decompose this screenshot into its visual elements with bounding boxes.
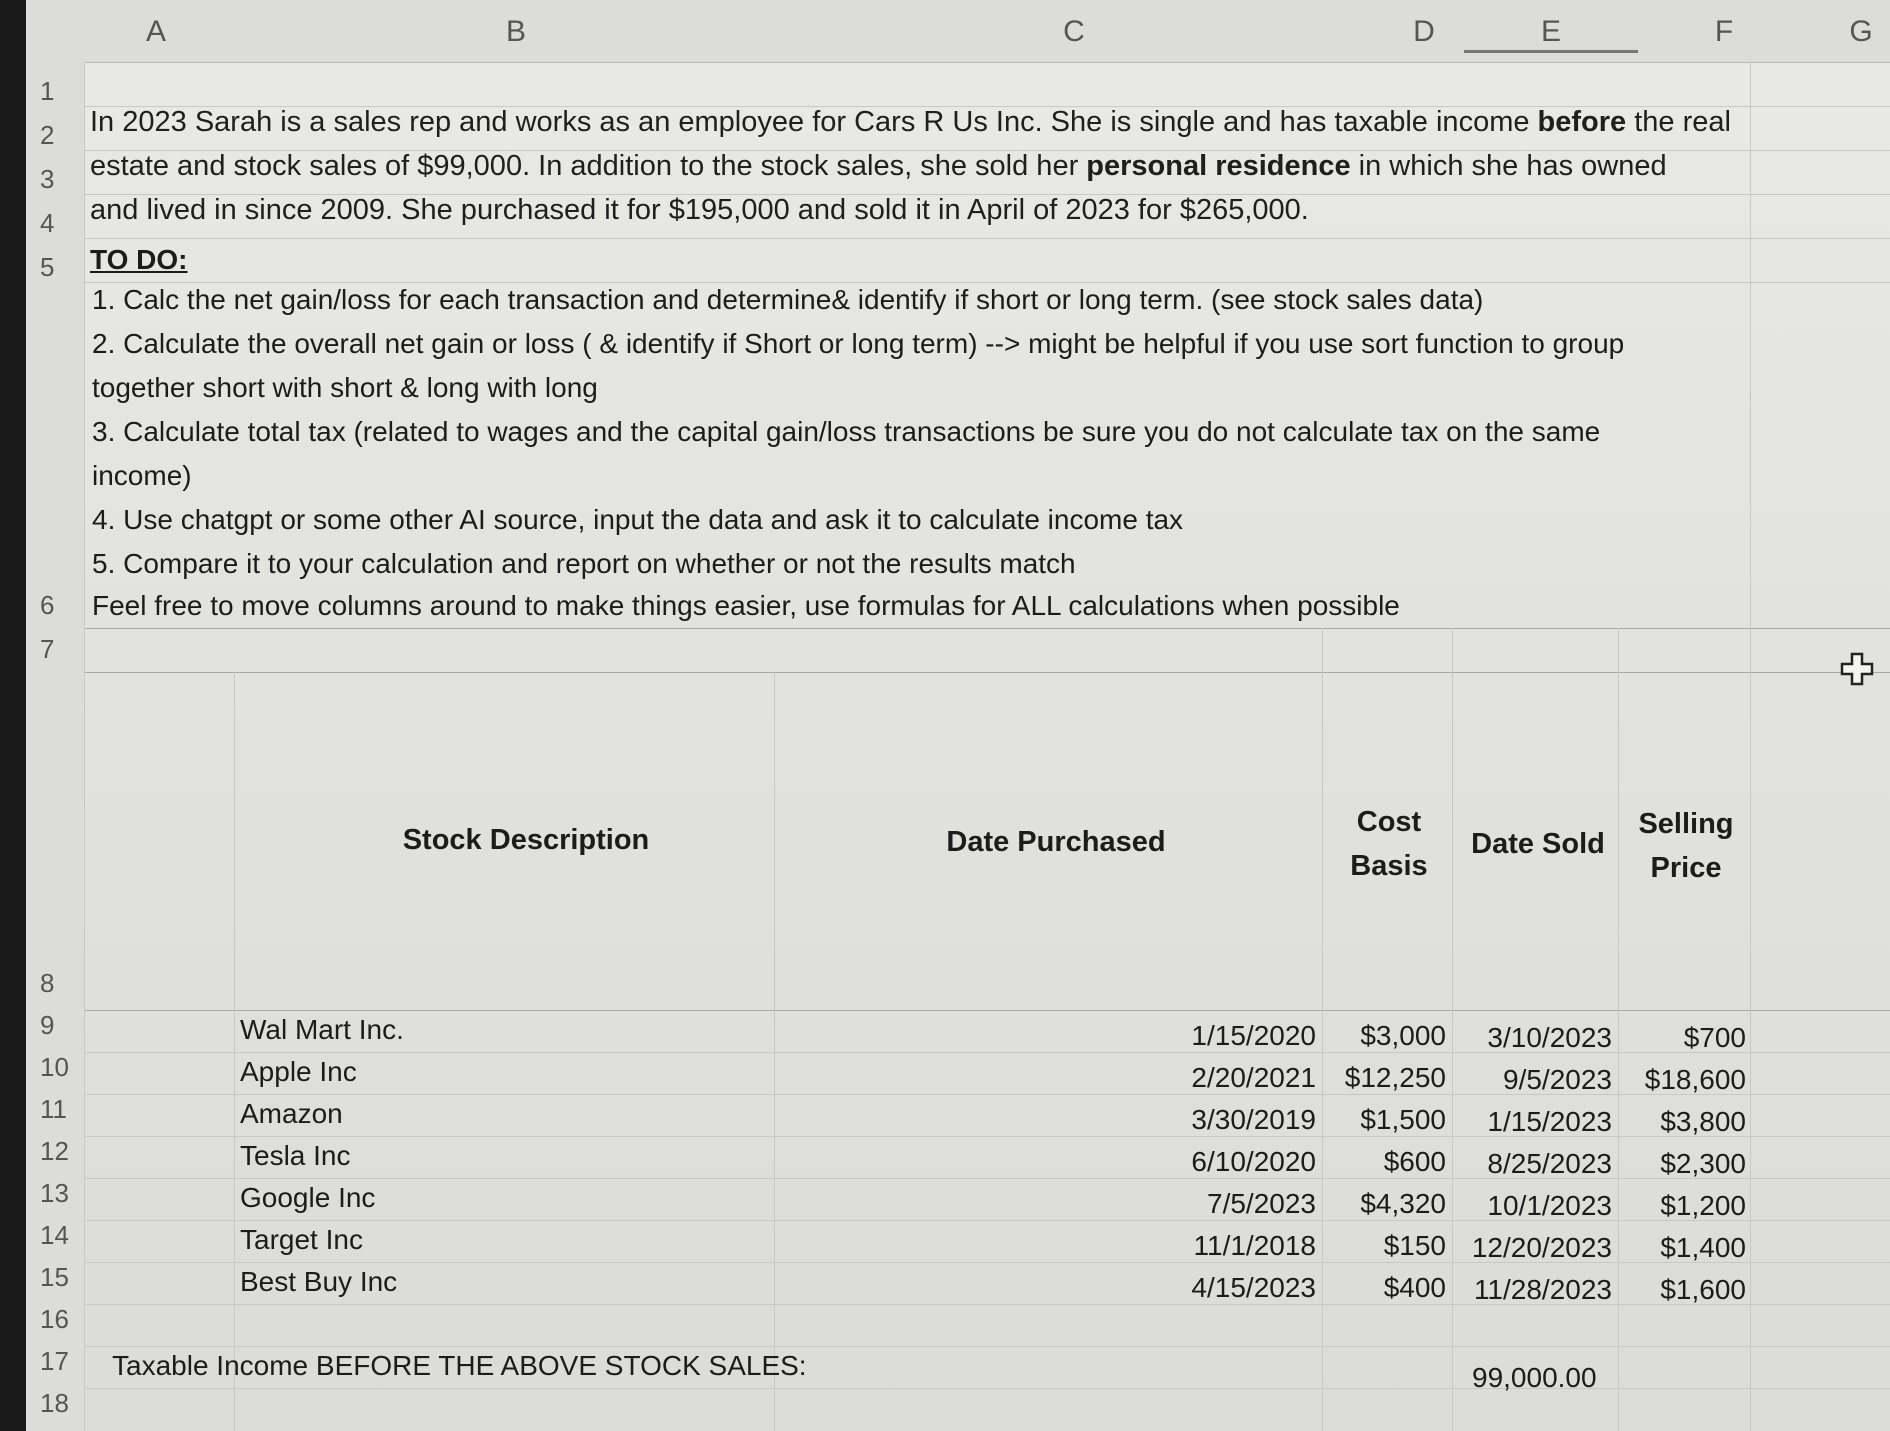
gridline xyxy=(1452,628,1453,1431)
header-date-purchased[interactable]: Date Purchased xyxy=(946,826,1166,858)
gridline xyxy=(84,1094,1890,1095)
column-header-b[interactable]: B xyxy=(505,15,526,48)
column-header-bar xyxy=(26,0,1890,63)
taxable-income-value[interactable]: 99,000.00 xyxy=(1472,1362,1597,1393)
cell-stock-description[interactable]: Best Buy Inc xyxy=(240,1266,398,1297)
cell-selling-price[interactable]: $3,800 xyxy=(1660,1106,1746,1137)
gridline xyxy=(84,1346,1890,1347)
taxable-income-label[interactable]: Taxable Income BEFORE THE ABOVE STOCK SALES: xyxy=(112,1350,807,1381)
row-header-1[interactable]: 1 xyxy=(40,76,55,106)
gridline xyxy=(774,672,775,1431)
row-header-12[interactable]: 12 xyxy=(40,1136,69,1166)
cell-date-purchased[interactable]: 7/5/2023 xyxy=(1207,1188,1316,1219)
cell-selling-price[interactable]: $1,200 xyxy=(1660,1190,1746,1221)
cell-date-purchased[interactable]: 11/1/2018 xyxy=(1193,1230,1316,1261)
todo-item[interactable]: 4. Use chatgpt or some other AI source, input the data and ask it to calculate income tax xyxy=(92,504,1184,535)
header-selling-price[interactable] xyxy=(1622,802,1750,890)
row-header-15[interactable]: 15 xyxy=(40,1262,69,1292)
cell-date-purchased[interactable]: 3/30/2019 xyxy=(1191,1104,1316,1135)
cell-date-sold[interactable]: 3/10/2023 xyxy=(1487,1022,1612,1053)
row-header-8[interactable]: 8 xyxy=(40,968,55,998)
row-header-9[interactable]: 9 xyxy=(40,1010,55,1040)
cell-selling-price[interactable]: $18,600 xyxy=(1644,1064,1746,1095)
gridline xyxy=(84,1052,1890,1053)
row-header-4[interactable]: 4 xyxy=(40,208,55,238)
cell-date-purchased[interactable]: 4/15/2023 xyxy=(1191,1272,1316,1303)
gridline xyxy=(84,628,1890,629)
row-header-2[interactable]: 2 xyxy=(40,120,55,150)
cell-date-sold[interactable]: 9/5/2023 xyxy=(1503,1064,1612,1095)
cell-date-sold[interactable]: 1/15/2023 xyxy=(1487,1106,1612,1137)
gridline xyxy=(84,282,1890,283)
todo-item[interactable]: income) xyxy=(92,460,192,491)
todo-item[interactable]: 1. Calc the net gain/loss for each transaction and determine& identify if short or long term. (see stock sales data) xyxy=(92,284,1484,315)
cell-selling-price[interactable]: $2,300 xyxy=(1660,1148,1746,1179)
row-header-13[interactable]: 13 xyxy=(40,1178,69,1208)
header-cost-basis[interactable] xyxy=(1326,800,1452,888)
cell-stock-description[interactable]: Target Inc xyxy=(240,1224,363,1255)
cell-selling-price[interactable]: $1,400 xyxy=(1660,1232,1746,1263)
row-header-18[interactable]: 18 xyxy=(40,1388,69,1418)
gridline xyxy=(84,238,1890,239)
row-header-6[interactable]: 6 xyxy=(40,590,55,620)
row-header-3[interactable]: 3 xyxy=(40,164,55,194)
todo-item[interactable]: 5. Compare it to your calculation and report on whether or not the results match xyxy=(92,548,1076,579)
cell-cost-basis[interactable]: $150 xyxy=(1383,1230,1446,1261)
column-header-e[interactable]: E xyxy=(1464,14,1638,53)
gridline xyxy=(84,1262,1890,1263)
gridline xyxy=(84,1136,1890,1137)
todo-item[interactable]: 3. Calculate total tax (related to wages and the capital gain/loss transactions be sure you do not calculate tax on the same xyxy=(92,416,1601,447)
cell-stock-description[interactable]: Amazon xyxy=(240,1098,343,1129)
cell-cost-basis[interactable]: $12,250 xyxy=(1344,1062,1446,1093)
gridline xyxy=(234,672,235,1431)
row-header-bar xyxy=(26,62,85,1431)
row-header-11[interactable]: 11 xyxy=(40,1094,67,1124)
cell-cost-basis[interactable]: $4,320 xyxy=(1360,1188,1446,1219)
row-header-5[interactable]: 5 xyxy=(40,252,55,282)
cell-cost-basis[interactable]: $1,500 xyxy=(1360,1104,1446,1135)
column-header-c[interactable]: C xyxy=(1063,15,1085,48)
cell-cost-basis[interactable]: $400 xyxy=(1383,1272,1446,1303)
cell-date-purchased[interactable]: 1/15/2020 xyxy=(1191,1020,1316,1051)
cell-selling-price[interactable]: $1,600 xyxy=(1660,1274,1746,1305)
gridline xyxy=(1322,628,1323,1431)
header-selling-price-line2: Price xyxy=(1650,852,1722,884)
cell-date-purchased[interactable]: 2/20/2021 xyxy=(1191,1062,1316,1093)
row-header-14[interactable]: 14 xyxy=(40,1220,69,1250)
header-cost-basis-line2: Basis xyxy=(1350,850,1428,882)
row-header-10[interactable]: 10 xyxy=(40,1052,69,1082)
move-cursor-icon xyxy=(1840,652,1874,686)
cell-date-sold[interactable]: 10/1/2023 xyxy=(1487,1190,1612,1221)
cell-cost-basis[interactable]: $600 xyxy=(1383,1146,1446,1177)
gridline xyxy=(84,672,1890,673)
gridline xyxy=(84,1388,1890,1389)
spreadsheet-sheet xyxy=(26,0,1890,1431)
header-date-sold[interactable]: Date Sold xyxy=(1471,828,1605,860)
column-header-g[interactable]: G xyxy=(1849,15,1873,48)
todo-item[interactable]: together short with short & long with long xyxy=(92,372,598,403)
header-selling-price-line1: Selling xyxy=(1638,808,1734,840)
header-stock-description[interactable]: Stock Description xyxy=(402,824,650,856)
todo-item[interactable]: Feel free to move columns around to make things easier, use formulas for ALL calculations when possible xyxy=(92,590,1400,621)
row-header-16[interactable]: 16 xyxy=(40,1304,69,1334)
column-header-f[interactable]: F xyxy=(1714,15,1734,48)
gridline xyxy=(84,1304,1890,1305)
intro-line-1[interactable]: In 2023 Sarah is a sales rep and works as an employee for Cars R Us Inc. She is single and has taxable income before the real xyxy=(90,106,1731,138)
intro-line-3[interactable]: and lived in since 2009. She purchased it for $195,000 and sold it in April of 2023 for $265,000. xyxy=(90,194,1309,226)
column-header-d[interactable]: D xyxy=(1413,15,1435,48)
gridline xyxy=(1618,628,1619,1431)
gridline xyxy=(84,1178,1890,1179)
todo-heading[interactable]: TO DO: xyxy=(90,244,188,275)
header-cost-basis-line1: Cost xyxy=(1356,806,1422,838)
cell-stock-description[interactable]: Apple Inc xyxy=(240,1056,357,1087)
gridline xyxy=(84,62,85,1431)
cell-stock-description[interactable]: Tesla Inc xyxy=(240,1140,351,1171)
cell-date-purchased[interactable]: 6/10/2020 xyxy=(1191,1146,1316,1177)
cell-date-sold[interactable]: 8/25/2023 xyxy=(1487,1148,1612,1179)
cell-date-sold[interactable]: 12/20/2023 xyxy=(1471,1232,1612,1263)
row-header-17[interactable]: 17 xyxy=(40,1346,69,1376)
column-header-a[interactable]: A xyxy=(145,15,166,48)
cell-selling-price[interactable]: $700 xyxy=(1683,1022,1746,1053)
todo-item[interactable]: 2. Calculate the overall net gain or loss ( & identify if Short or long term) --> might be helpful if you use sort function to group xyxy=(92,328,1625,359)
cell-stock-description[interactable]: Google Inc xyxy=(240,1182,376,1213)
intro-line-2[interactable]: estate and stock sales of $99,000. In addition to the stock sales, she sold her personal residence in which she has owned xyxy=(90,150,1667,182)
cell-stock-description[interactable]: Wal Mart Inc. xyxy=(240,1014,404,1045)
gridline xyxy=(84,1010,1890,1011)
gridline xyxy=(1750,62,1751,1431)
row-header-7[interactable]: 7 xyxy=(40,634,55,664)
gridline xyxy=(84,1220,1890,1221)
cell-date-sold[interactable]: 11/28/2023 xyxy=(1473,1274,1612,1305)
cell-cost-basis[interactable]: $3,000 xyxy=(1360,1020,1446,1051)
